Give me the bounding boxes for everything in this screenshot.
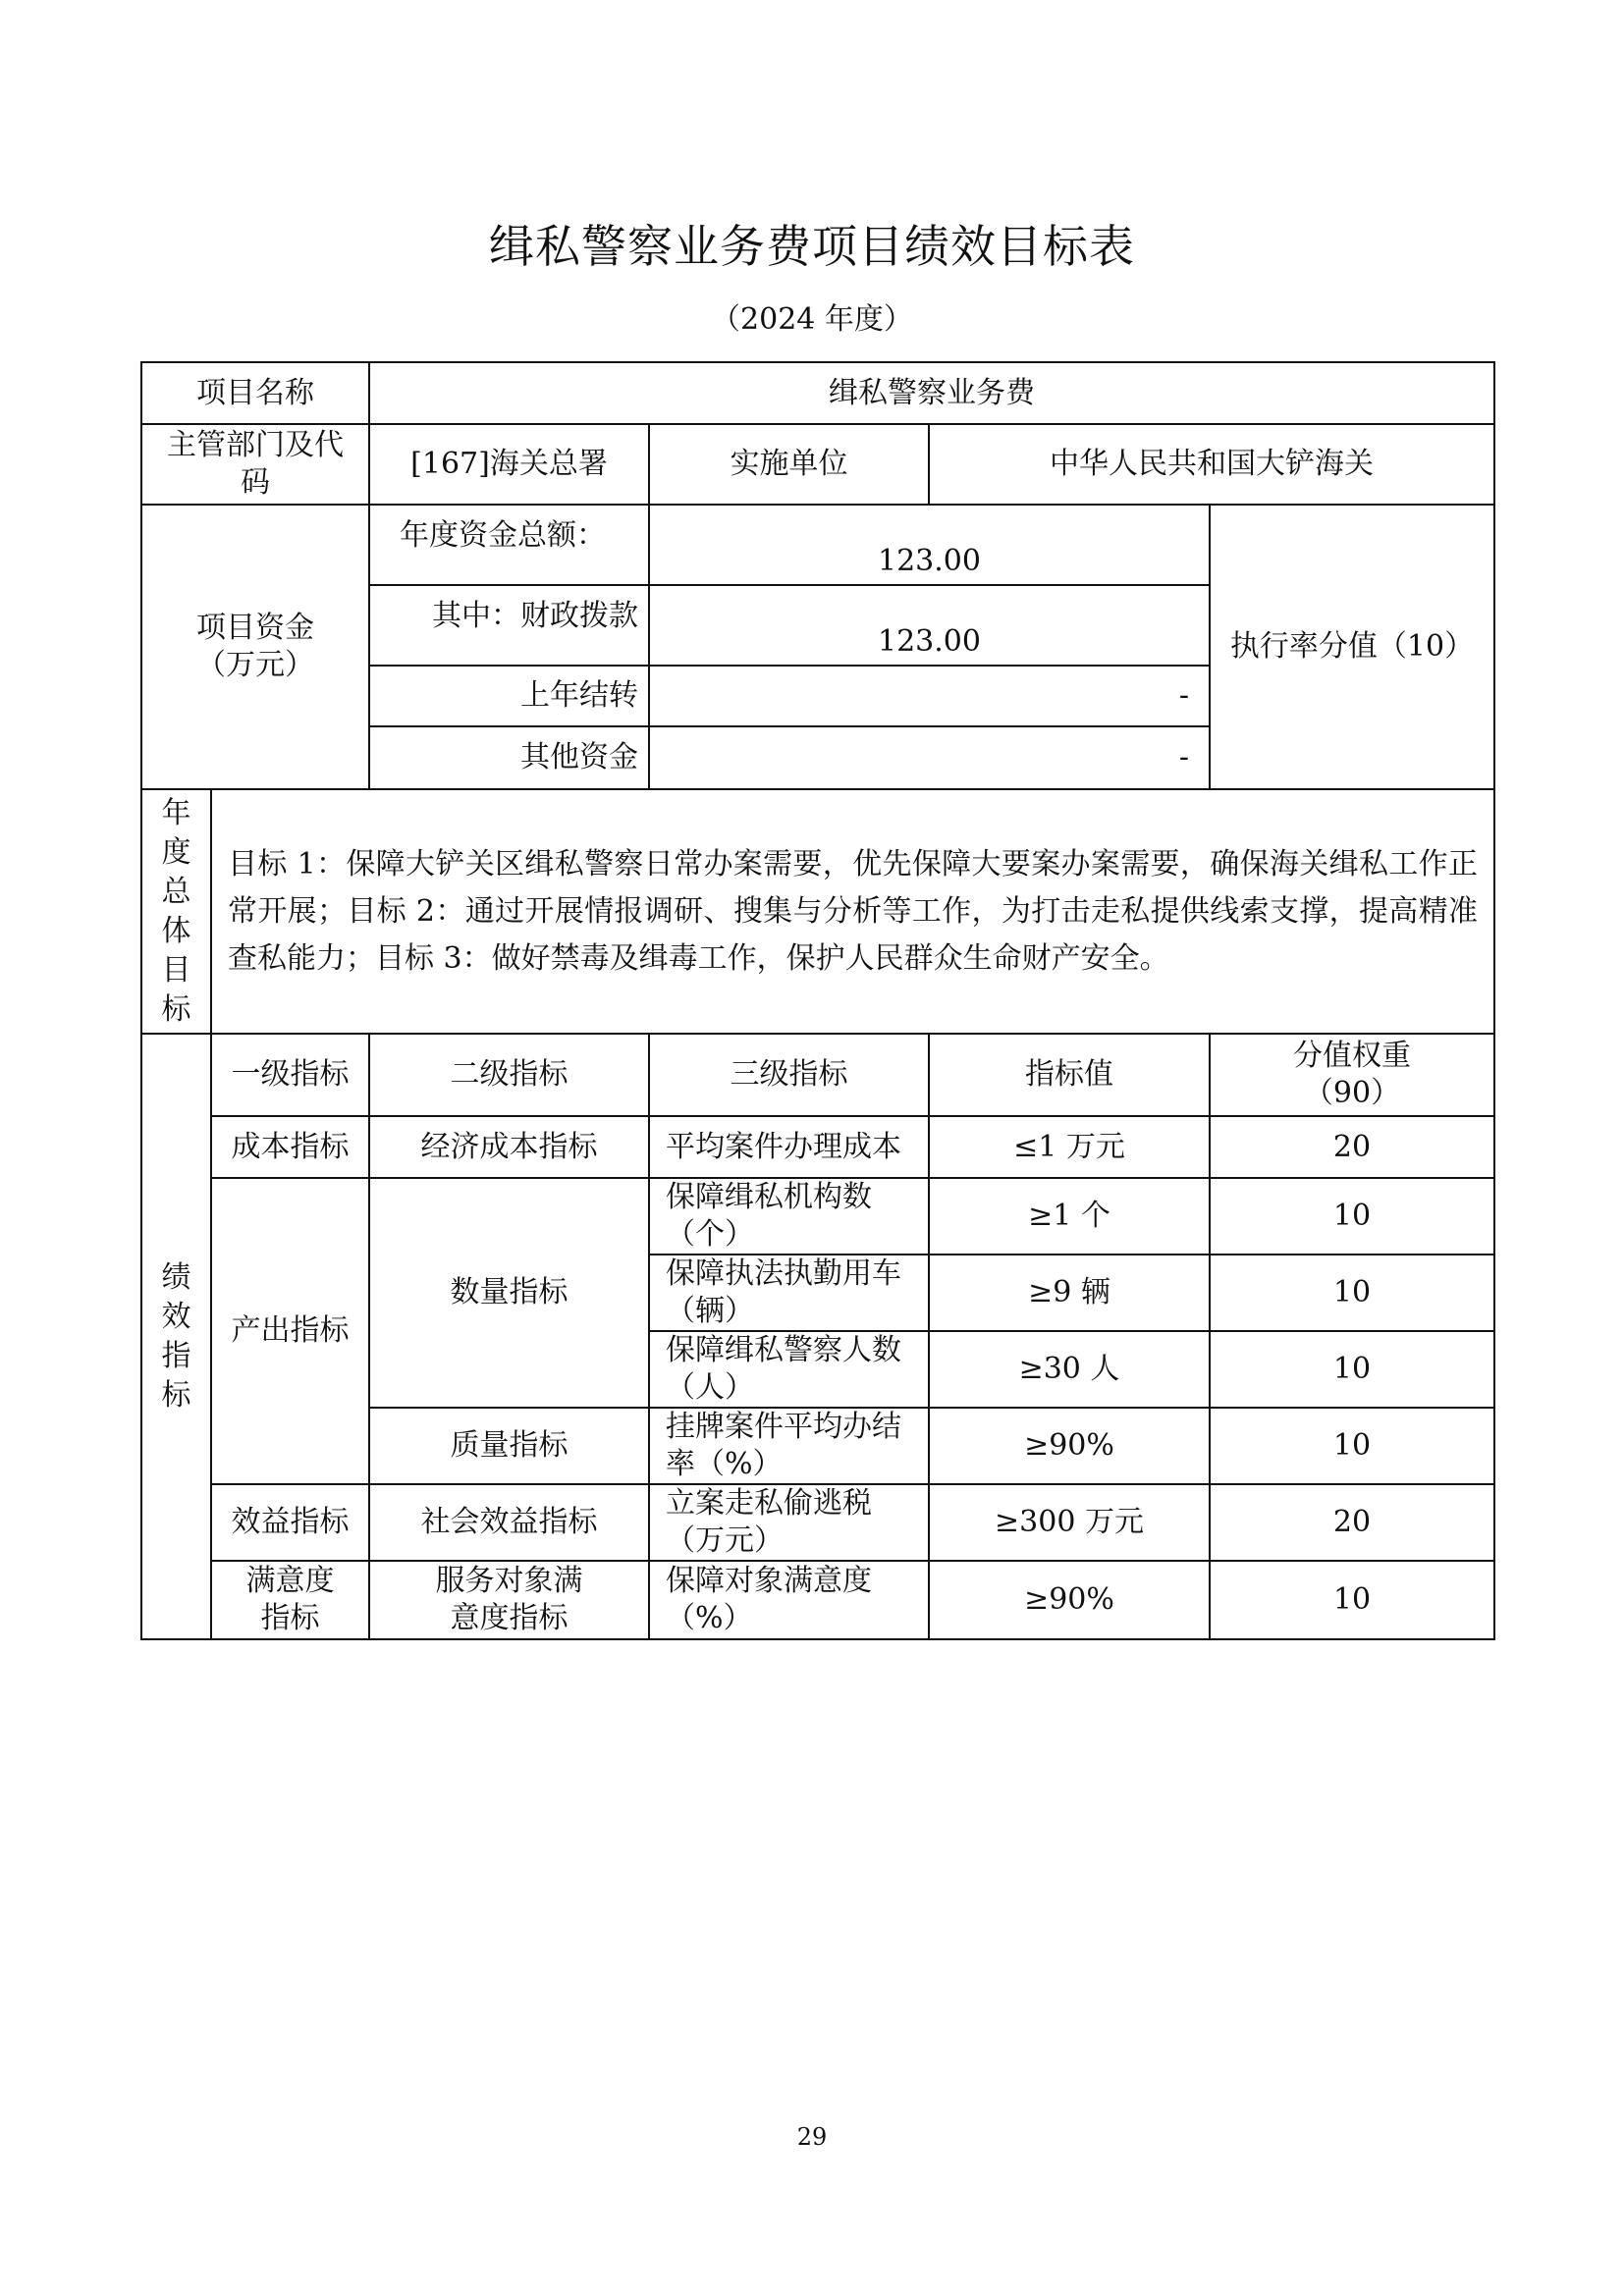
table-row <box>141 1178 1494 1255</box>
indicator-level2: 质量指标 <box>369 1408 649 1484</box>
annual-goal-text: 目标 1：保障大铲关区缉私警察日常办案需要，优先保障大要案办案需要，确保海关缉私工作正常开展；目标 2：通过开展情报调研、搜集与分析等工作，为打击走私提供线索支撑，提高精准查私能力；目标 3：做好禁毒及缉毒工作，保护人民群众生命财产安全。 <box>211 789 1494 1034</box>
funds-fiscal-label: 其中：财政拨款 <box>369 585 649 666</box>
funds-fiscal-value: 123.00 <box>649 585 1210 666</box>
indicator-weight: 20 <box>1210 1484 1494 1561</box>
project-name-label: 项目名称 <box>141 362 369 424</box>
indicator-level1: 效益指标 <box>211 1484 369 1561</box>
annual-goal-label-cell <box>141 789 211 1034</box>
page-title: 缉私警察业务费项目绩效目标表 <box>489 220 1135 273</box>
indicator-level3: 保障对象满意度（%） <box>649 1561 929 1639</box>
indicator-level1: 成本指标 <box>211 1116 369 1178</box>
implementing-unit-value: 中华人民共和国大铲海关 <box>929 424 1494 505</box>
indicator-level1: 产出指标 <box>211 1178 369 1484</box>
indicators-label-cell <box>141 1034 211 1639</box>
header-level2: 二级指标 <box>369 1034 649 1116</box>
funds-carryover-value: - <box>649 666 1210 726</box>
indicator-level2: 服务对象满意度指标 <box>369 1561 649 1639</box>
indicator-weight: 10 <box>1210 1331 1494 1408</box>
execution-rate-label: 执行率分值（10） <box>1210 505 1494 789</box>
indicator-level3: 保障缉私警察人数（人） <box>649 1331 929 1408</box>
indicator-weight: 10 <box>1210 1178 1494 1255</box>
annual-goal-row <box>141 789 1494 1034</box>
performance-target-table <box>140 361 1495 1640</box>
indicator-level3: 挂牌案件平均办结率（%） <box>649 1408 929 1484</box>
funds-other-value: - <box>649 726 1210 789</box>
indicator-level2: 经济成本指标 <box>369 1116 649 1178</box>
indicator-value: ≥300 万元 <box>929 1484 1210 1561</box>
indicator-value: ≥1 个 <box>929 1178 1210 1255</box>
funds-total-label: 年度资金总额： <box>369 505 649 585</box>
indicator-header-row <box>141 1034 1494 1116</box>
header-value: 指标值 <box>929 1034 1210 1116</box>
indicator-weight: 10 <box>1210 1408 1494 1484</box>
funds-total-value: 123.00 <box>649 505 1210 585</box>
indicator-level1: 满意度指标 <box>211 1561 369 1639</box>
department-row <box>141 424 1494 505</box>
annual-goal-label: 年度总体目标 <box>161 795 191 1027</box>
indicator-weight: 10 <box>1210 1255 1494 1331</box>
indicator-level3: 保障缉私机构数（个） <box>649 1178 929 1255</box>
indicator-level2: 社会效益指标 <box>369 1484 649 1561</box>
indicator-value: ≥90% <box>929 1408 1210 1484</box>
table-row <box>141 1561 1494 1639</box>
indicator-value: ≥9 辆 <box>929 1255 1210 1331</box>
header-level3: 三级指标 <box>649 1034 929 1116</box>
page-subtitle: （2024 年度） <box>711 302 913 337</box>
funds-total-row <box>141 505 1494 585</box>
indicator-level3: 保障执法执勤用车（辆） <box>649 1255 929 1331</box>
table-row <box>141 1484 1494 1561</box>
implementing-unit-label: 实施单位 <box>649 424 929 505</box>
page-number: 29 <box>796 2123 828 2151</box>
header-level1: 一级指标 <box>211 1034 369 1116</box>
header-weight: 分值权重（90） <box>1210 1034 1494 1116</box>
project-name-value: 缉私警察业务费 <box>369 362 1494 424</box>
indicator-level2: 数量指标 <box>369 1178 649 1408</box>
funds-carryover-label: 上年结转 <box>369 666 649 726</box>
indicator-value: ≥30 人 <box>929 1331 1210 1408</box>
table-row <box>141 1116 1494 1178</box>
department-label: 主管部门及代码 <box>141 424 369 505</box>
indicator-value: ≥90% <box>929 1561 1210 1639</box>
project-name-row <box>141 362 1494 424</box>
indicator-level3: 立案走私偷逃税（万元） <box>649 1484 929 1561</box>
indicator-weight: 10 <box>1210 1561 1494 1639</box>
indicator-value: ≤1 万元 <box>929 1116 1210 1178</box>
indicator-level3: 平均案件办理成本 <box>649 1116 929 1178</box>
funds-label: 项目资金（万元） <box>141 505 369 789</box>
indicator-weight: 20 <box>1210 1116 1494 1178</box>
department-value: [167]海关总署 <box>369 424 649 505</box>
funds-other-label: 其他资金 <box>369 726 649 789</box>
indicators-label: 绩效指标 <box>161 1259 191 1413</box>
